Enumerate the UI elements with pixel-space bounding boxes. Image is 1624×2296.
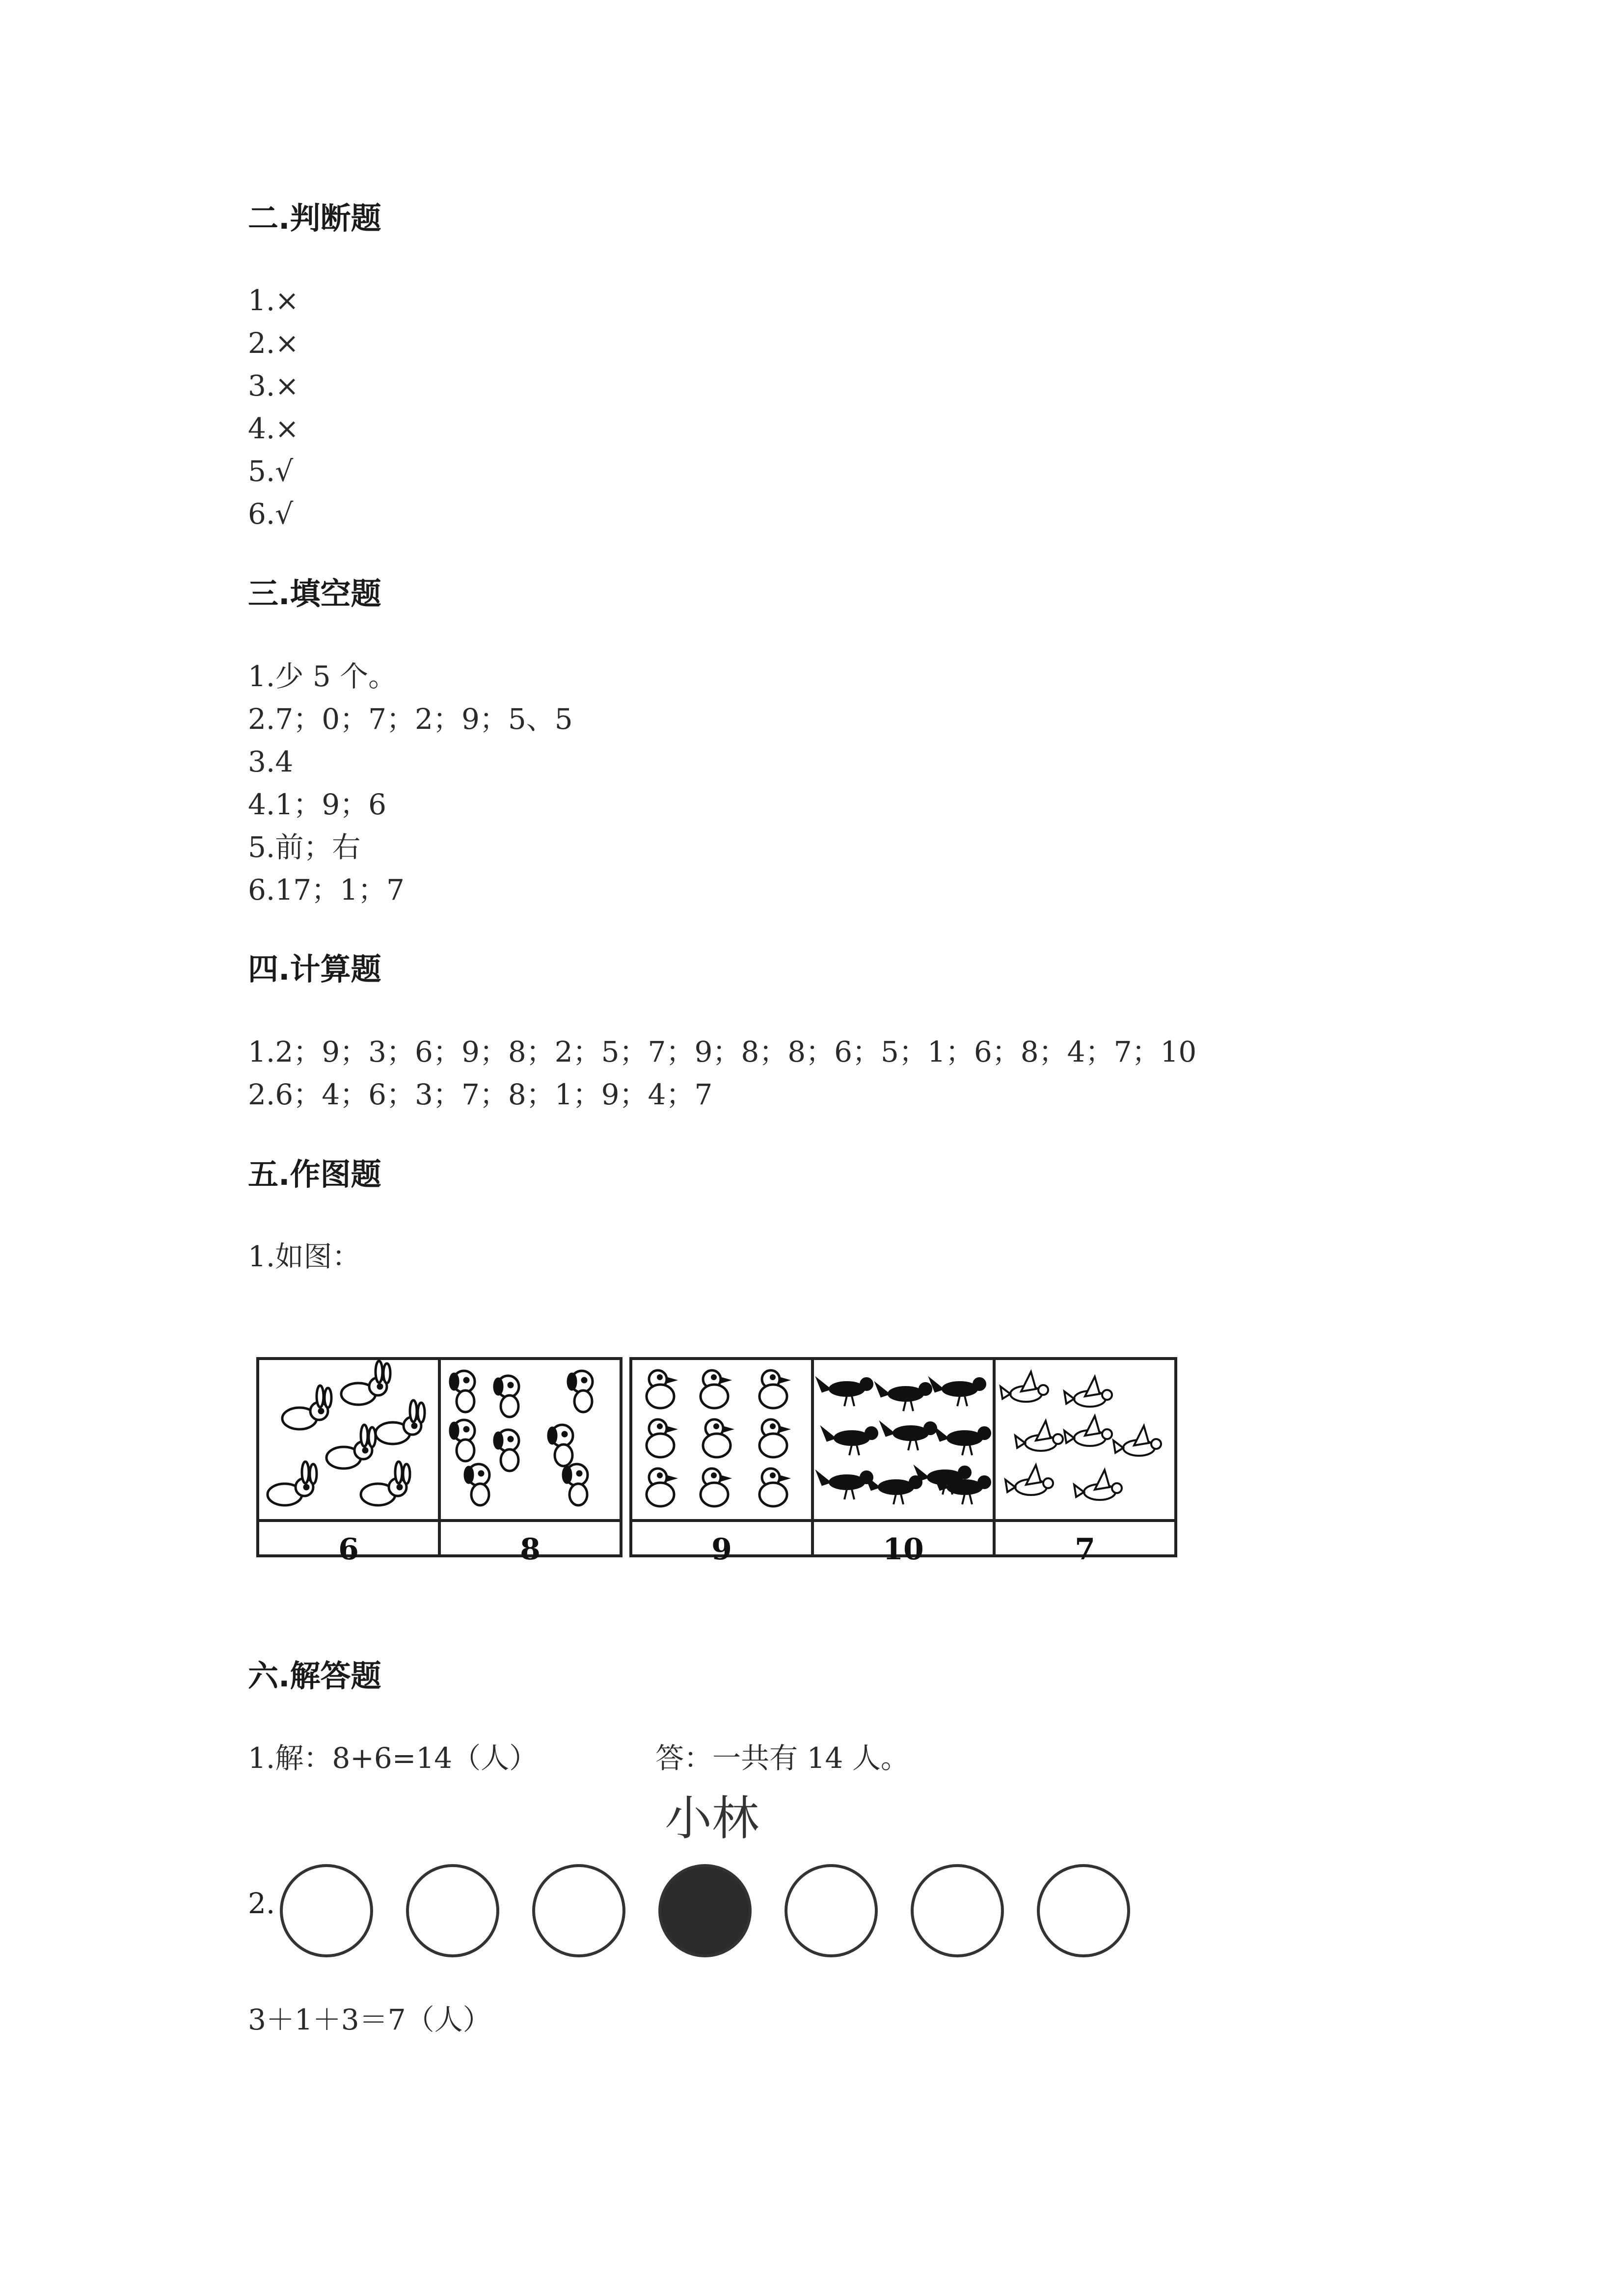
- xiaolin-label: 小林: [665, 1791, 759, 1846]
- person-circle: [406, 1864, 499, 1957]
- judge-item: 4.×: [248, 412, 299, 445]
- section-title-fill: 三.填空题: [248, 576, 381, 612]
- judge-item: 5.√: [248, 454, 294, 488]
- draw-item: 1.如图：: [248, 1240, 361, 1273]
- fill-item: 3.4: [248, 745, 294, 778]
- person-circle: [911, 1864, 1004, 1957]
- count-label-doves: 7: [1075, 1532, 1095, 1567]
- xiaolin-circle: [658, 1864, 752, 1957]
- calc-item: 2.6；4；6；3；7；8；1；9；4；7: [248, 1078, 713, 1111]
- person-circle: [532, 1864, 625, 1957]
- section-title-calc: 四.计算题: [248, 951, 381, 987]
- fill-item: 4.1；9；6: [248, 788, 387, 821]
- fill-item: 5.前；右: [248, 830, 361, 864]
- solve-q2-equation: 3＋1＋3＝7（人）: [248, 2003, 491, 2036]
- count-label-rabbits: 6: [338, 1532, 359, 1567]
- section-title-solve: 六.解答题: [248, 1658, 381, 1694]
- rabbit-icon: [268, 1361, 425, 1505]
- judge-item: 3.×: [248, 369, 299, 402]
- person-circle: [280, 1864, 373, 1957]
- judge-item: 6.√: [248, 497, 294, 531]
- solve-q2-number: 2.: [248, 1887, 275, 1920]
- fill-item: 1.少 5 个。: [248, 660, 397, 693]
- magpie-icon: [817, 1378, 990, 1504]
- section-title-draw: 五.作图题: [248, 1156, 381, 1192]
- animal-count-figure: [255, 1355, 1178, 1571]
- judge-item: 2.×: [248, 326, 299, 360]
- person-circle: [1037, 1864, 1130, 1957]
- section-title-judge: 二.判断题: [248, 200, 381, 236]
- count-label-chicks: 9: [711, 1532, 732, 1567]
- person-circle: [785, 1864, 878, 1957]
- dog-icon: [450, 1371, 593, 1505]
- dove-icon: [1001, 1372, 1161, 1500]
- judge-item: 1.×: [248, 284, 299, 317]
- solve-q1-solution: 1.解：8+6=14（人）: [248, 1741, 538, 1775]
- solve-q1: [248, 1738, 909, 1778]
- chick-icon: [647, 1370, 787, 1506]
- fill-item: 2.7；0；7；2；9；5、5: [248, 702, 573, 736]
- count-label-magpies: 10: [883, 1532, 924, 1567]
- calc-item: 1.2；9；3；6；9；8；2；5；7；9；8；8；6；5；1；6；8；4；7；10: [248, 1035, 1197, 1068]
- solve-q1-answer: 答：一共有 14 人。: [655, 1741, 909, 1775]
- count-label-dogs: 8: [520, 1532, 541, 1567]
- fill-item: 6.17；1；7: [248, 873, 405, 907]
